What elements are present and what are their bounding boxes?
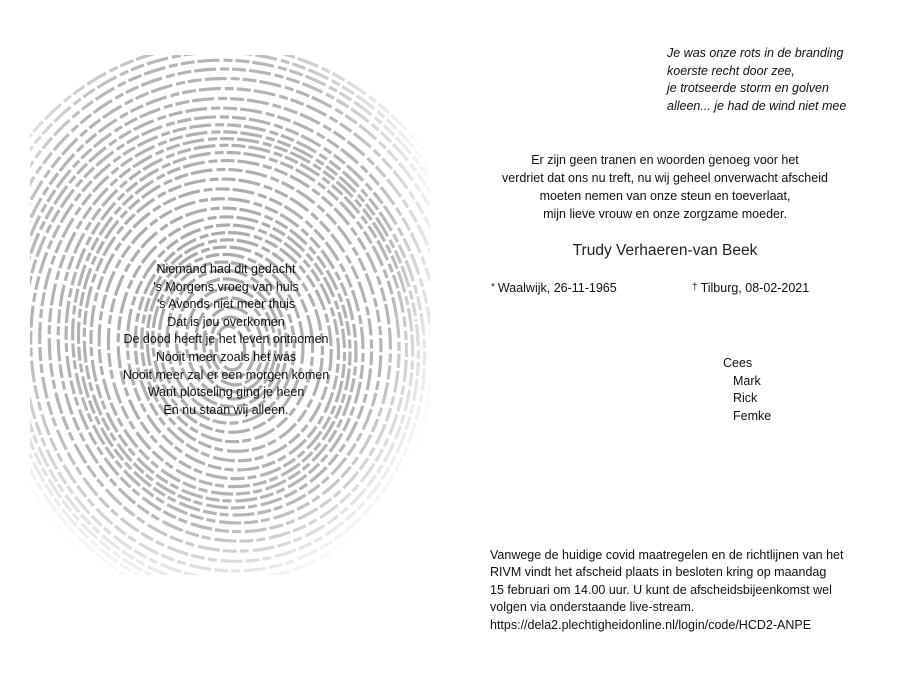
family-list	[723, 355, 771, 425]
notice-line: 15 februari om 14.00 uur. U kunt de afscheidsbijeenkomst wel	[490, 582, 832, 597]
intro-line: moeten nemen van onze steun en toeverlaat,	[539, 189, 791, 203]
birth-text: Waalwijk, 26-11-1965	[497, 281, 617, 295]
death-info	[692, 281, 809, 295]
death-text: Tilburg, 08-02-2021	[700, 281, 810, 295]
poem-left-line: Want plotseling ging je heen	[147, 385, 305, 400]
birth-info	[491, 281, 617, 295]
poem-right-line: alleen... je had de wind niet mee	[667, 98, 847, 113]
family-spouse: Cees	[723, 356, 753, 370]
birth-symbol: *	[491, 282, 495, 293]
poem-left-line: De dood heeft je het leven ontnomen	[123, 332, 329, 347]
poem-left-line: Dat is jou overkomen	[167, 314, 285, 329]
intro-line: verdriet dat ons nu treft, nu wij geheel onverwacht afscheid	[502, 171, 828, 185]
notice-line: volgen via onderstaande live-stream.	[490, 600, 695, 615]
poem-right-line: je trotseerde storm en golven	[667, 81, 829, 96]
poem-left-line: Niemand had dit gedacht	[156, 262, 296, 276]
death-symbol: †	[692, 282, 698, 293]
family-child: Mark	[733, 373, 761, 388]
poem-left-line: 's Avonds niet meer thuis	[156, 297, 296, 312]
poem-left-line: En nu staan wij alleen.	[163, 402, 289, 417]
poem-left-line: 's Morgens vroeg van huis	[153, 279, 299, 294]
livestream-link[interactable]: https://dela2.plechtigheidonline.nl/login/code/HCD2-ANPE	[490, 617, 812, 632]
livestream-notice	[490, 547, 890, 634]
intro-text	[480, 151, 850, 223]
poem-left-line: Nooit meer zal er een morgen komen	[122, 367, 330, 382]
intro-line: Er zijn geen tranen en woorden genoeg voor het	[531, 153, 799, 167]
deceased-name: Trudy Verhaeren-van Beek	[572, 242, 758, 259]
notice-line: RIVM vindt het afscheid plaats in besloten kring op maandag	[490, 565, 827, 580]
poem-right-line: koerste recht door zee,	[667, 63, 795, 78]
family-child: Rick	[733, 391, 758, 406]
poem-right	[667, 45, 897, 115]
notice-line: Vanwege de huidige covid maatregelen en de richtlijnen van het	[490, 548, 844, 562]
intro-line: mijn lieve vrouw en onze zorgzame moeder.	[543, 207, 787, 221]
poem-right-line: Je was onze rots in de branding	[667, 46, 844, 60]
family-child: Femke	[733, 408, 772, 423]
poem-left-line: Nooit meer zoals het was	[155, 349, 297, 364]
poem-left	[96, 261, 356, 419]
